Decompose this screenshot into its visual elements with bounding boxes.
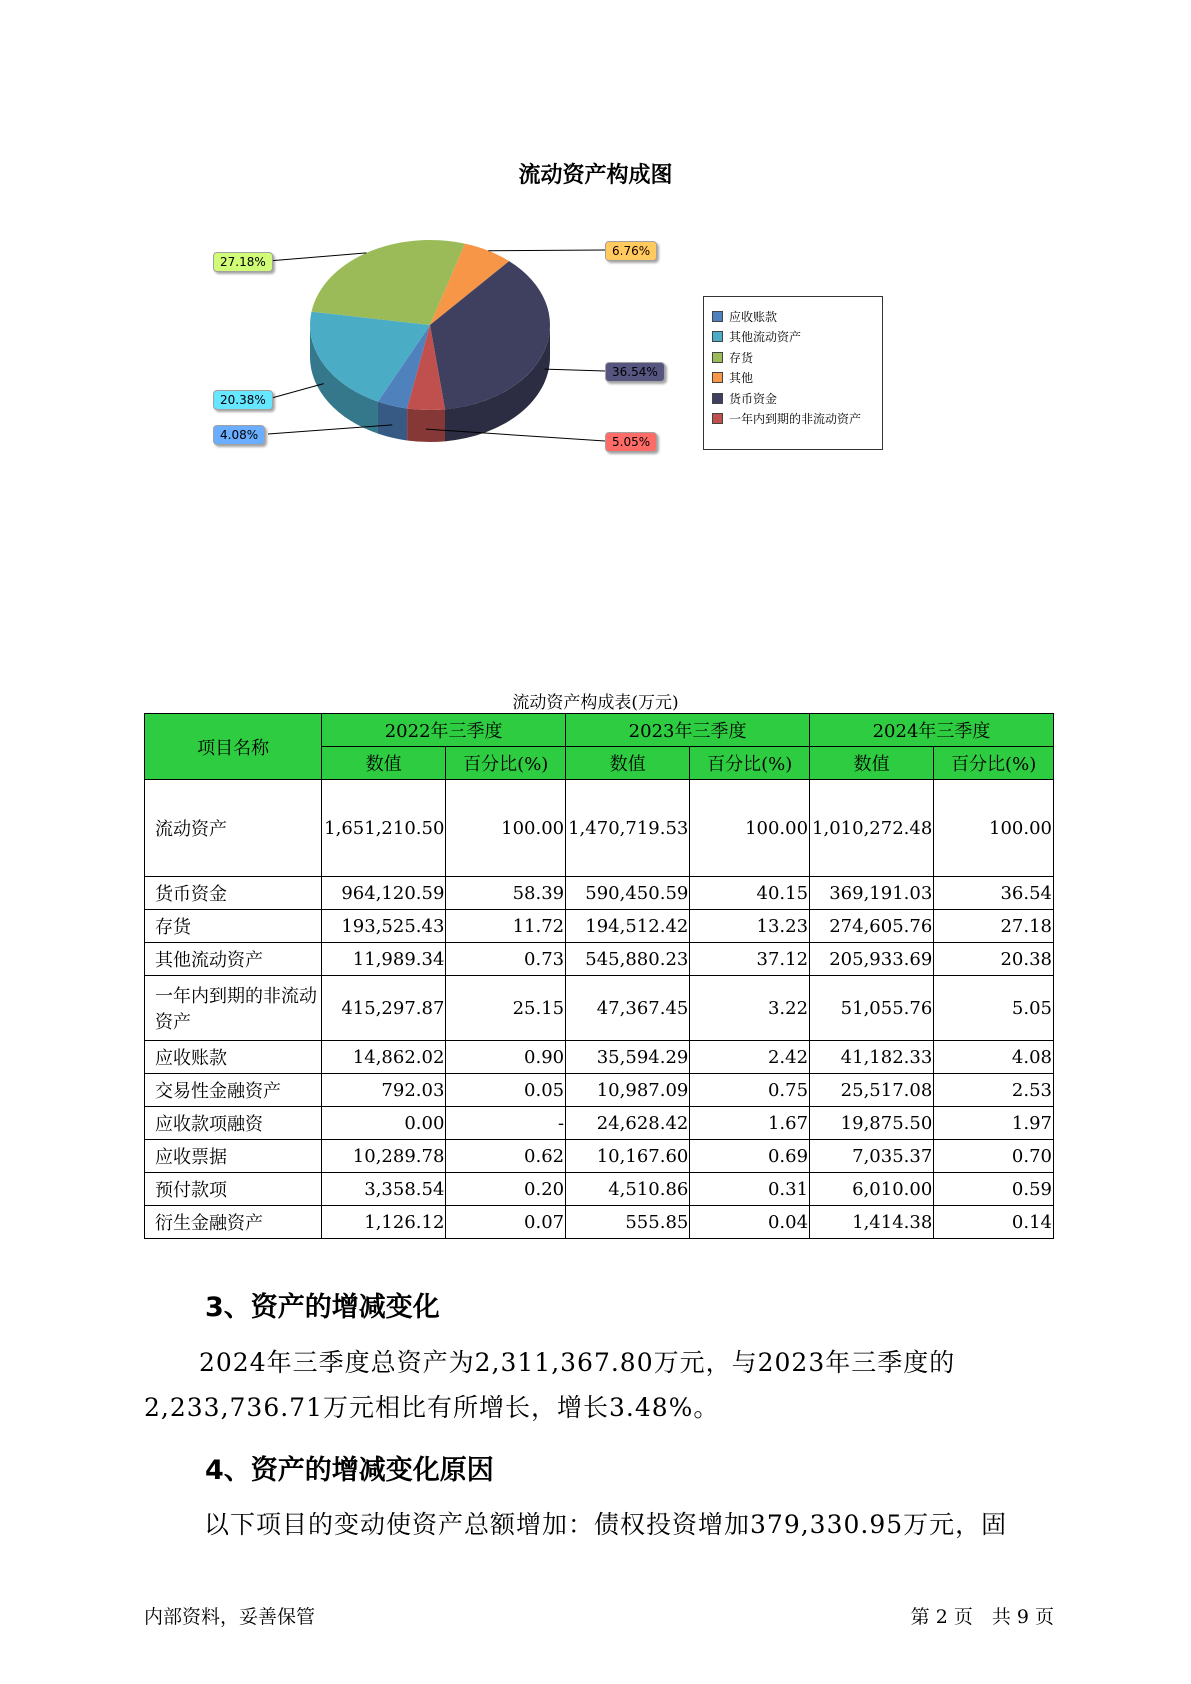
cell-percent: 0.62 <box>446 1140 566 1173</box>
header-year-2024: 2024年三季度 <box>810 714 1054 747</box>
cell-percent: 0.14 <box>934 1206 1054 1239</box>
cell-value: 47,367.45 <box>566 976 690 1041</box>
legend-swatch <box>712 331 723 342</box>
cell-percent: 1.97 <box>934 1107 1054 1140</box>
legend-item <box>712 369 753 387</box>
cell-percent: 5.05 <box>934 976 1054 1041</box>
legend-swatch <box>712 393 723 404</box>
cell-value: 1,010,272.48 <box>810 780 934 877</box>
row-name: 交易性金融资产 <box>145 1074 322 1107</box>
pie-slice-side <box>407 408 445 442</box>
row-name: 货币资金 <box>145 877 322 910</box>
legend-label: 一年内到期的非流动资产 <box>729 412 862 426</box>
row-name: 预付款项 <box>145 1173 322 1206</box>
cell-percent: 0.05 <box>446 1074 566 1107</box>
pie-leader-line <box>488 250 605 251</box>
legend-label: 其他 <box>729 371 754 385</box>
cell-value: 545,880.23 <box>566 943 690 976</box>
cell-value: 19,875.50 <box>810 1107 934 1140</box>
cell-percent: 0.04 <box>690 1206 810 1239</box>
cell-percent: 0.20 <box>446 1173 566 1206</box>
legend-item <box>712 389 777 407</box>
cell-value: 0.00 <box>322 1107 446 1140</box>
legend-label: 存货 <box>729 350 754 365</box>
header-value: 数值 <box>810 747 934 780</box>
cell-value: 3,358.54 <box>322 1173 446 1206</box>
table-row <box>145 943 1054 976</box>
legend-swatch <box>712 413 723 424</box>
pie-leader-line <box>268 253 366 261</box>
cell-value: 25,517.08 <box>810 1074 934 1107</box>
footer-page-number: 第 2 页 共 9 页 <box>910 1606 1054 1628</box>
cell-value: 194,512.42 <box>566 910 690 943</box>
cell-percent: 37.12 <box>690 943 810 976</box>
row-name: 应收账款 <box>145 1041 322 1074</box>
cell-value: 41,182.33 <box>810 1041 934 1074</box>
cell-percent: 0.75 <box>690 1074 810 1107</box>
pie-data-label: 4.08% <box>213 425 265 445</box>
pie-data-label: 5.05% <box>605 432 657 452</box>
cell-value: 1,651,210.50 <box>322 780 446 877</box>
cell-percent: 0.90 <box>446 1041 566 1074</box>
cell-percent: 100.00 <box>446 780 566 877</box>
header-year-2022: 2022年三季度 <box>322 714 566 747</box>
header-value: 数值 <box>322 747 446 780</box>
footer-left: 内部资料，妥善保管 <box>144 1606 316 1628</box>
table-row <box>145 780 1054 877</box>
cell-percent: 100.00 <box>690 780 810 877</box>
current-assets-table <box>144 713 1054 1239</box>
cell-percent: 1.67 <box>690 1107 810 1140</box>
legend-swatch <box>712 372 723 383</box>
table-row <box>145 976 1054 1041</box>
cell-percent: 0.31 <box>690 1173 810 1206</box>
table-row <box>145 1074 1054 1107</box>
header-value: 数值 <box>566 747 690 780</box>
cell-value: 1,470,719.53 <box>566 780 690 877</box>
cell-percent: 2.42 <box>690 1041 810 1074</box>
cell-percent: 3.22 <box>690 976 810 1041</box>
section-3-heading: 3、资产的增减变化 <box>205 1292 440 1323</box>
cell-percent: 0.59 <box>934 1173 1054 1206</box>
cell-value: 10,167.60 <box>566 1140 690 1173</box>
table-row <box>145 1041 1054 1074</box>
cell-percent: 27.18 <box>934 910 1054 943</box>
pie-leader-line <box>268 384 324 399</box>
cell-percent: 0.69 <box>690 1140 810 1173</box>
pie-data-label: 6.76% <box>605 241 657 261</box>
cell-value: 205,933.69 <box>810 943 934 976</box>
header-pct: 百分比(%) <box>934 747 1054 780</box>
cell-value: 10,289.78 <box>322 1140 446 1173</box>
cell-percent: 13.23 <box>690 910 810 943</box>
cell-percent: 2.53 <box>934 1074 1054 1107</box>
cell-percent: 4.08 <box>934 1041 1054 1074</box>
row-name: 其他流动资产 <box>145 943 322 976</box>
cell-value: 4,510.86 <box>566 1173 690 1206</box>
cell-percent: 100.00 <box>934 780 1054 877</box>
cell-value: 415,297.87 <box>322 976 446 1041</box>
header-pct: 百分比(%) <box>446 747 566 780</box>
cell-value: 369,191.03 <box>810 877 934 910</box>
legend-swatch <box>712 352 723 363</box>
row-name: 衍生金融资产 <box>145 1206 322 1239</box>
table-row <box>145 1206 1054 1239</box>
cell-value: 1,126.12 <box>322 1206 446 1239</box>
section-4-text: 以下项目的变动使资产总额增加：债权投资增加379,330.95万元，固 <box>204 1510 1008 1539</box>
pie-chart <box>0 0 1191 480</box>
cell-value: 14,862.02 <box>322 1041 446 1074</box>
cell-value: 1,414.38 <box>810 1206 934 1239</box>
cell-percent: 40.15 <box>690 877 810 910</box>
chart-legend <box>703 296 883 450</box>
legend-item <box>712 348 753 366</box>
header-year-2023: 2023年三季度 <box>566 714 810 747</box>
header-item: 项目名称 <box>145 714 322 780</box>
row-name: 流动资产 <box>145 780 322 877</box>
cell-percent: 25.15 <box>446 976 566 1041</box>
table-row <box>145 877 1054 910</box>
row-name: 应收款项融资 <box>145 1107 322 1140</box>
chart-title: 流动资产构成图 <box>518 163 673 188</box>
table-row <box>145 1107 1054 1140</box>
table-caption: 流动资产构成表(万元) <box>512 693 679 713</box>
legend-item <box>712 307 777 325</box>
cell-value: 792.03 <box>322 1074 446 1107</box>
cell-value: 274,605.76 <box>810 910 934 943</box>
legend-label: 其他流动资产 <box>729 330 802 344</box>
cell-percent: 58.39 <box>446 877 566 910</box>
table-row <box>145 1140 1054 1173</box>
cell-percent: 0.07 <box>446 1206 566 1239</box>
header-pct: 百分比(%) <box>690 747 810 780</box>
cell-value: 35,594.29 <box>566 1041 690 1074</box>
pie-data-label: 27.18% <box>213 252 273 272</box>
table-row <box>145 1173 1054 1206</box>
cell-percent: - <box>446 1107 566 1140</box>
legend-item <box>712 410 861 428</box>
cell-value: 6,010.00 <box>810 1173 934 1206</box>
legend-item <box>712 328 801 346</box>
row-name: 存货 <box>145 910 322 943</box>
cell-value: 555.85 <box>566 1206 690 1239</box>
cell-percent: 0.70 <box>934 1140 1054 1173</box>
cell-percent: 0.73 <box>446 943 566 976</box>
section-4-heading: 4、资产的增减变化原因 <box>205 1455 494 1486</box>
pie-data-label: 20.38% <box>213 390 273 410</box>
cell-percent: 20.38 <box>934 943 1054 976</box>
pie-leader-line <box>545 369 605 371</box>
cell-value: 590,450.59 <box>566 877 690 910</box>
legend-swatch <box>712 311 723 322</box>
cell-value: 10,987.09 <box>566 1074 690 1107</box>
cell-value: 7,035.37 <box>810 1140 934 1173</box>
table-row <box>145 910 1054 943</box>
section-3-text: 2024年三季度总资产为2,311,367.80万元，与2023年三季度的2,233,736.71万元相比有所增长，增长3.48%。 <box>144 1348 956 1422</box>
cell-value: 24,628.42 <box>566 1107 690 1140</box>
row-name: 一年内到期的非流动资产 <box>145 976 322 1041</box>
pie-data-label: 36.54% <box>605 362 665 382</box>
cell-value: 11,989.34 <box>322 943 446 976</box>
cell-value: 193,525.43 <box>322 910 446 943</box>
legend-label: 货币资金 <box>729 391 778 406</box>
cell-value: 964,120.59 <box>322 877 446 910</box>
cell-percent: 11.72 <box>446 910 566 943</box>
legend-label: 应收账款 <box>729 309 778 324</box>
cell-percent: 36.54 <box>934 877 1054 910</box>
cell-value: 51,055.76 <box>810 976 934 1041</box>
row-name: 应收票据 <box>145 1140 322 1173</box>
